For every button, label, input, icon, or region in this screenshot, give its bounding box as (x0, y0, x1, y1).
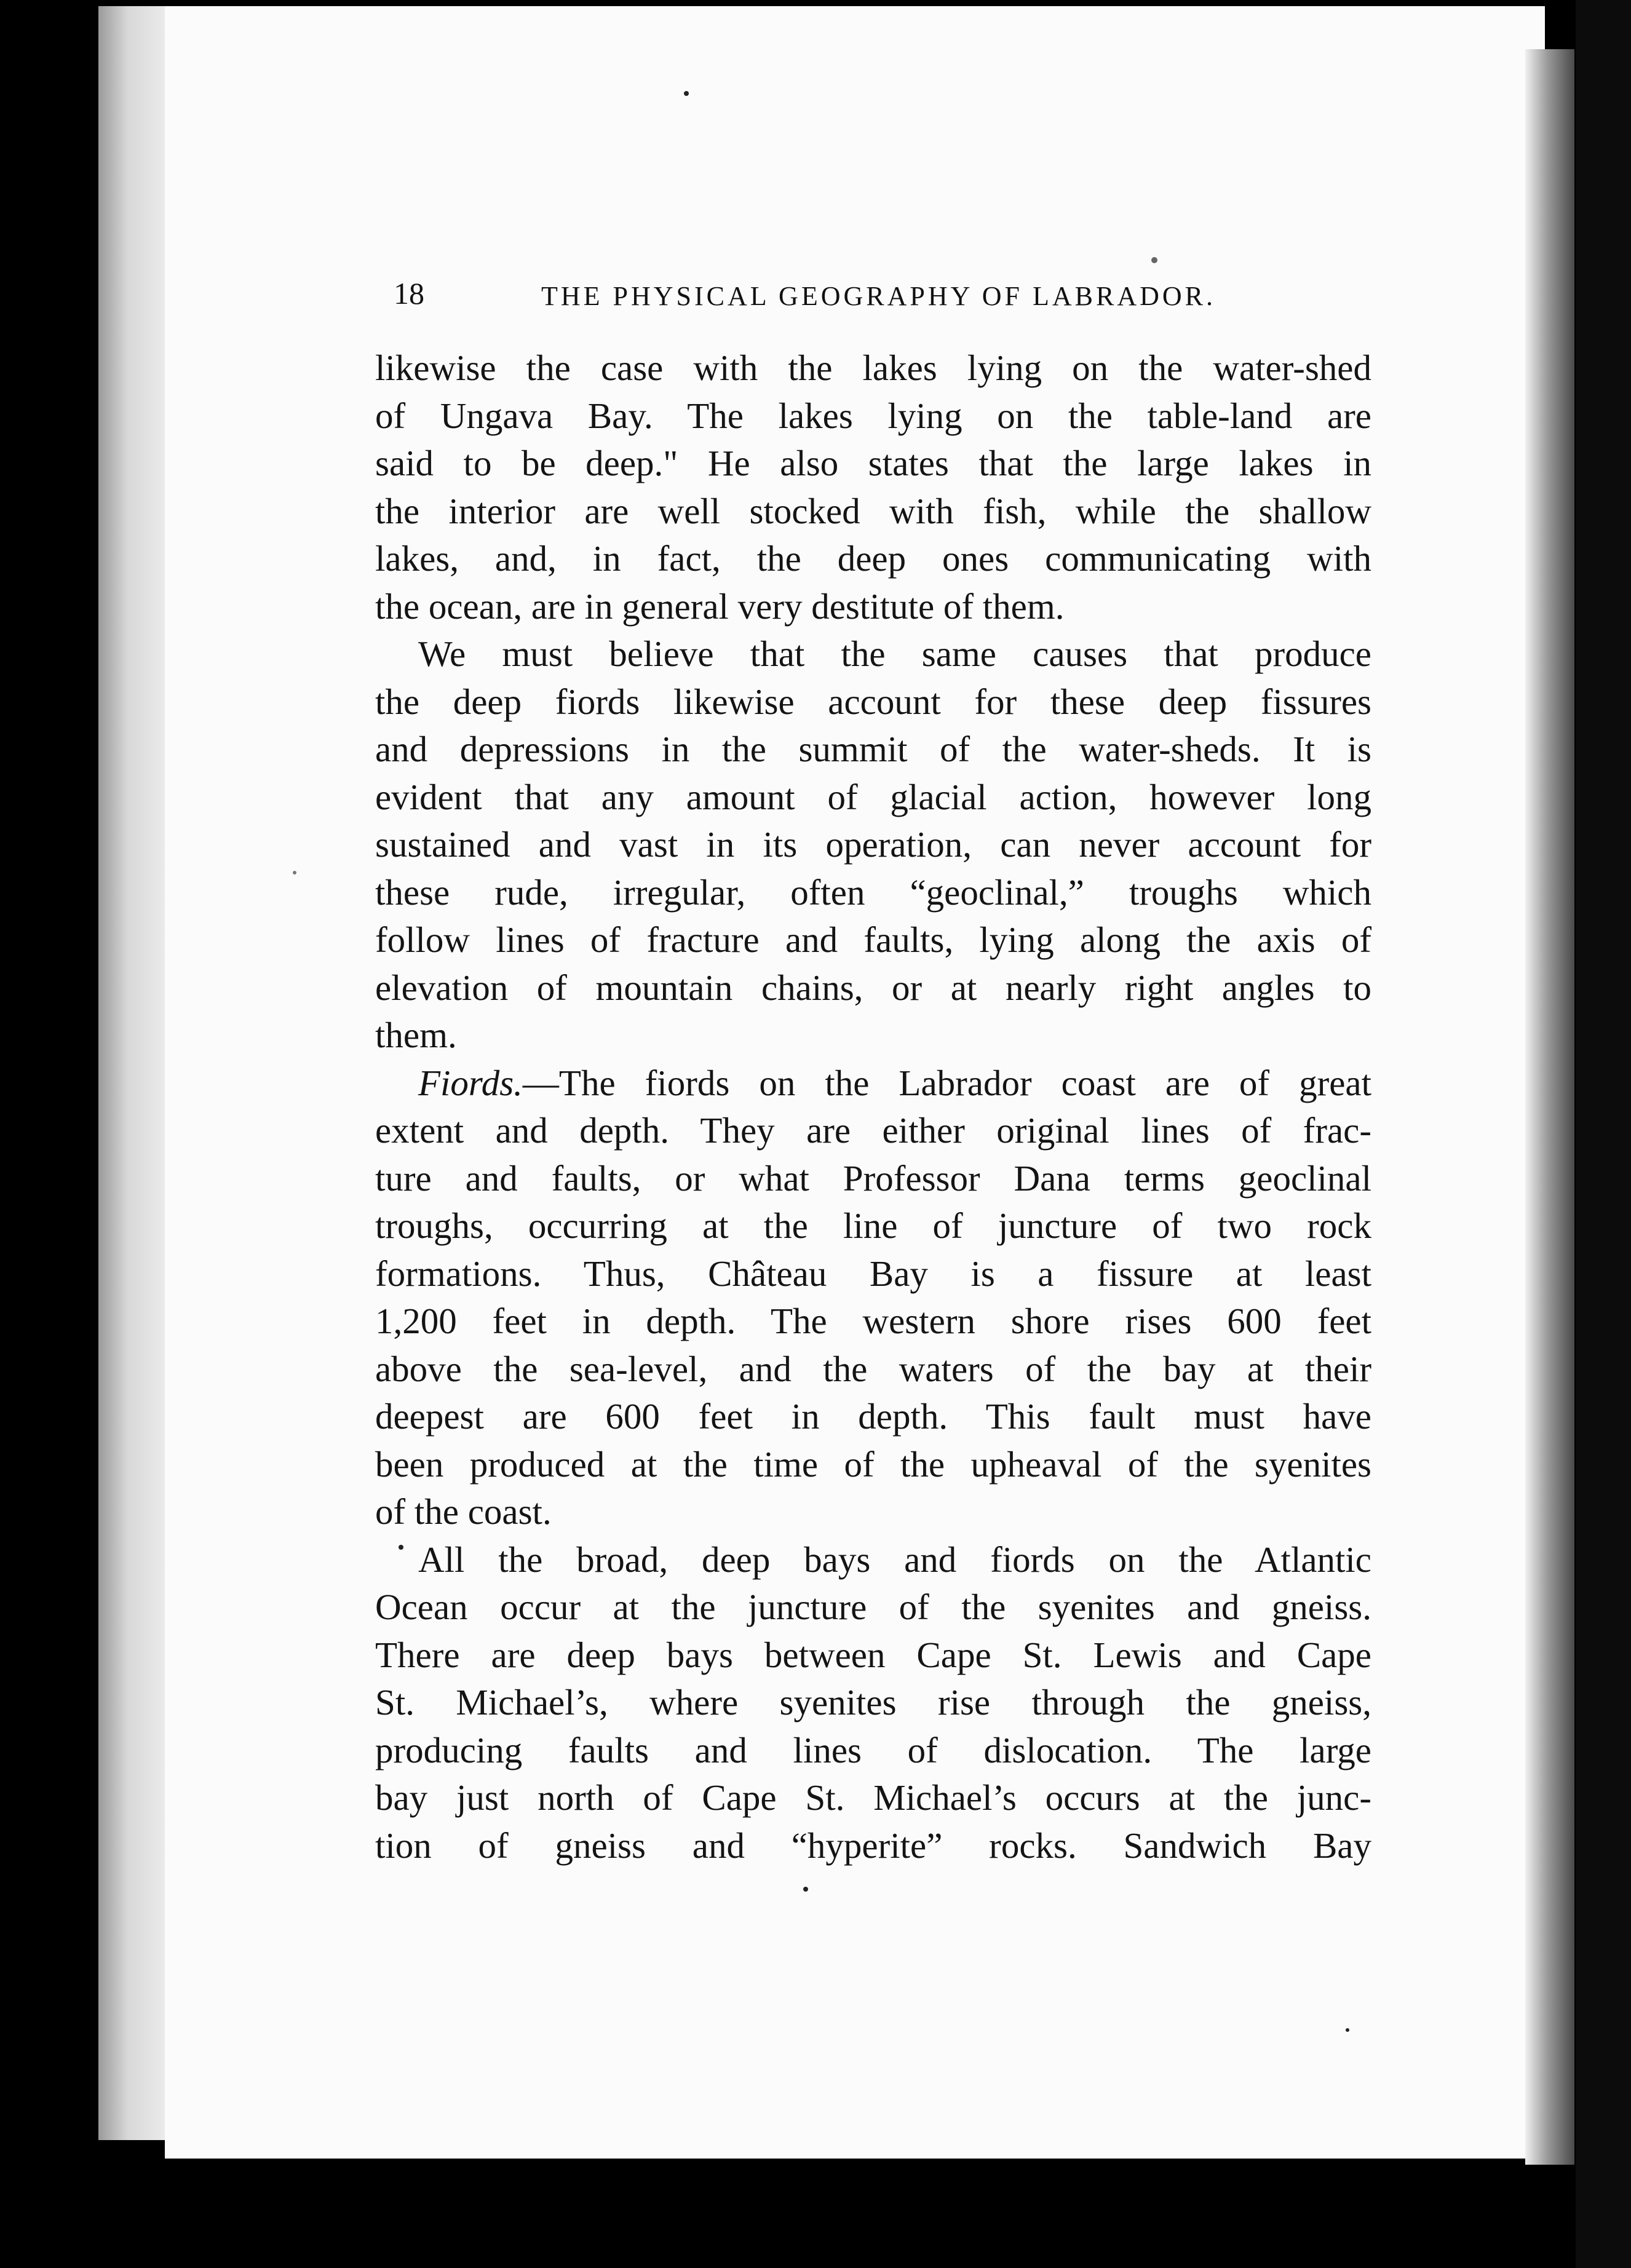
text-line: said to be deep." He also states that the large lakes in (375, 443, 1371, 483)
text-line: these rude, irregular, often “geoclinal,” troughs which (375, 871, 1371, 913)
paragraph (375, 1060, 1371, 1536)
text-line: sustained and vast in its operation, can never account for (375, 824, 1371, 865)
text-line: Ocean occur at the juncture of the syenites and gneiss. (375, 1587, 1371, 1627)
text-line: the interior are well stocked with fish, while the shallow (375, 490, 1371, 531)
text-line: of the coast. (375, 1491, 552, 1532)
body-text (375, 344, 1371, 1870)
text-line: likewise the case with the lakes lying on the water-shed (375, 347, 1371, 388)
text-line: follow lines of fracture and faults, lying along the axis of (375, 919, 1371, 960)
running-head-title: THE PHYSICAL GEOGRAPHY OF LABRADOR. (541, 281, 1216, 311)
book-cover-edge (98, 6, 172, 2140)
paragraph (375, 630, 1371, 1060)
dust-speck (293, 871, 296, 874)
text-line: ture and faults, or what Professor Dana terms geoclinal (375, 1157, 1371, 1199)
scan-edge (1576, 0, 1631, 2268)
text-line: We must believe that the same causes that produce (418, 633, 1371, 674)
text-line: bay just north of Cape St. Michael’s occurs at the junc- (375, 1777, 1371, 1818)
dust-speck (684, 91, 689, 96)
text-line: troughs, occurring at the line of juncture of two rock (375, 1205, 1371, 1246)
text-line: the deep fiords likewise account for these deep fissures (375, 681, 1371, 722)
text-line: producing faults and lines of dislocation. The large (375, 1729, 1371, 1770)
text-line-rest: —The fiords on the Labrador coast are of great (522, 1062, 1371, 1103)
text-line: tion of gneiss and “hyperite” rocks. Sandwich Bay (375, 1825, 1371, 1866)
dust-speck (1151, 257, 1157, 263)
text-line: and depressions in the summit of the water-sheds. It is (375, 729, 1371, 769)
page-number: 18 (394, 276, 424, 311)
dust-speck (803, 1887, 808, 1892)
text-line: lakes, and, in fact, the deep ones communicating with (375, 538, 1371, 579)
dust-speck (1346, 2028, 1349, 2032)
text-line: elevation of mountain chains, or at nearly right angles to (375, 967, 1371, 1008)
text-line: 1,200 feet in depth. The western shore rises 600 feet (375, 1301, 1371, 1341)
text-line: above the sea-level, and the waters of the bay at their (375, 1348, 1371, 1389)
running-head (394, 276, 1242, 319)
text-line: All the broad, deep bays and fiords on the Atlantic (418, 1539, 1371, 1580)
text-line: extent and depth. They are either original lines of frac- (375, 1110, 1371, 1151)
text-line: of Ungava Bay. The lakes lying on the table-land are (375, 395, 1371, 436)
text-line (375, 1060, 1371, 1108)
text-line: There are deep bays between Cape St. Lewis and Cape (375, 1634, 1371, 1675)
paragraph (375, 344, 1371, 630)
paragraph (375, 1536, 1371, 1870)
text-line: St. Michael’s, where syenites rise through the gneiss, (375, 1682, 1371, 1723)
paragraph-lead: Fiords. (418, 1062, 523, 1103)
text-line: deepest are 600 feet in depth. This fault must have (375, 1396, 1371, 1437)
text-line: formations. Thus, Château Bay is a fissure at least (375, 1253, 1371, 1294)
page-gutter-shadow (1525, 49, 1574, 2165)
text-line: them. (375, 1015, 457, 1055)
text-line: evident that any amount of glacial action, however long (375, 776, 1371, 817)
text-line: been produced at the time of the upheaval of the syenites (375, 1443, 1371, 1485)
text-line: the ocean, are in general very destitute of them. (375, 585, 1065, 627)
